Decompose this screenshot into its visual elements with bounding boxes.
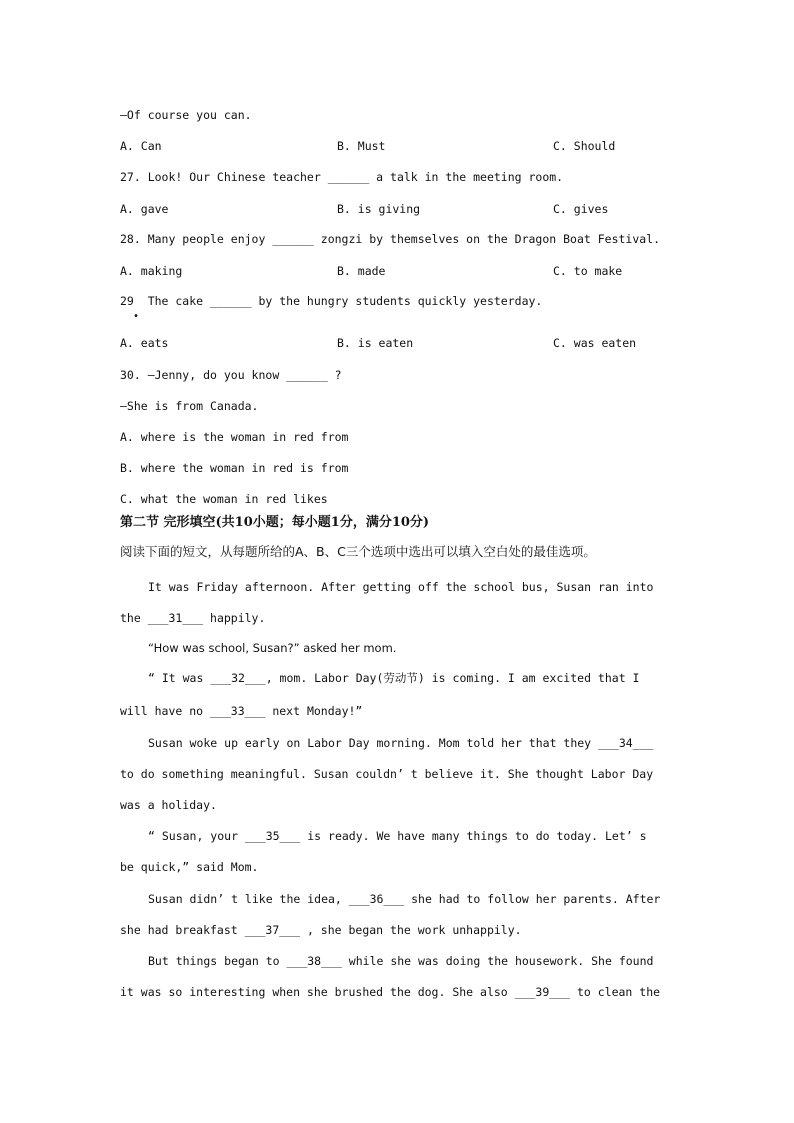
q26-option-a: A. Can	[120, 139, 162, 153]
passage-line: It was Friday afternoon. After getting off the school bus, Susan ran into	[148, 580, 654, 594]
q29-option-a: A. eats	[120, 336, 169, 350]
blank-34: ___34___	[598, 736, 654, 750]
blank-35: ___35___	[244, 829, 301, 843]
passage-line: it was so interesting when she brushed the dog. She also ___39___ to clean the	[120, 985, 661, 999]
q28-option-c: C. to make	[553, 264, 623, 278]
q29-question: 29 The cake ______ by the hungry students quickly yesterday.	[120, 294, 543, 308]
passage-line: the ___31___ happily.	[120, 611, 266, 625]
passage-line: “How was school, Susan?” asked her mom.	[148, 641, 397, 655]
passage-line: will have no ___33___ next Monday!”	[120, 704, 363, 718]
passage-line: she had breakfast ___37___ , she began the work unhappily.	[120, 923, 522, 937]
blank-38: ___38___	[286, 954, 342, 968]
passage-line: to do something meaningful. Susan couldn’ t believe it. She thought Labor Day	[120, 767, 654, 781]
q30-question: 30. —Jenny, do you know ______ ?	[120, 368, 342, 382]
q27-option-a: A. gave	[120, 202, 169, 216]
q28-option-a: A. making	[120, 264, 183, 278]
q26-answer-line: —Of course you can.	[120, 108, 252, 122]
blank-31: ___31___	[147, 611, 204, 625]
q30-option-b: B. where the woman in red is from	[120, 461, 349, 475]
blank-37: ___37___	[244, 923, 301, 937]
q30-answer-line: —She is from Canada.	[120, 399, 259, 413]
blank-36: ___36___	[348, 892, 405, 906]
q27-option-c: C. gives	[553, 202, 609, 216]
q28-option-b: B. made	[337, 264, 386, 278]
q28-question: 28. Many people enjoy ______ zongzi by themselves on the Dragon Boat Festival.	[120, 232, 661, 246]
passage-line: be quick,” said Mom.	[120, 860, 259, 874]
q29-option-c: C. was eaten	[553, 336, 637, 350]
q30-option-c: C. what the woman in red likes	[120, 492, 328, 506]
q26-option-b: B. Must	[337, 139, 386, 153]
blank-32: ___32___	[210, 671, 266, 685]
passage-line: “ Susan, your ___35___ is ready. We have many things to do today. Let’ s	[148, 829, 647, 843]
passage-line: Susan didn’ t like the idea, ___36___ she had to follow her parents. After	[148, 892, 661, 906]
q30-option-a: A. where is the woman in red from	[120, 430, 349, 444]
q27-question: 27. Look! Our Chinese teacher ______ a talk in the meeting room.	[120, 170, 564, 184]
q26-option-c: C. Should	[553, 139, 616, 153]
passage-line: was a holiday.	[120, 798, 217, 812]
blank-39: ___39___	[514, 985, 571, 999]
blank-33: ___33___	[210, 704, 266, 718]
q27-option-b: B. is giving	[337, 202, 421, 216]
q29-option-b: B. is eaten	[337, 336, 414, 350]
passage-line: “ It was ___32___, mom. Labor Day(劳动节) is coming. I am excited that I	[148, 671, 640, 685]
section-instruction: 阅读下面的短文，从每题所给的A、B、C三个选项中选出可以填入空白处的最佳选项。	[120, 544, 596, 559]
stray-dot: •	[133, 311, 140, 322]
passage-line: Susan woke up early on Labor Day morning. Mom told her that they ___34___	[148, 736, 654, 750]
passage-line: But things began to ___38___ while she was doing the housework. She found	[148, 954, 654, 968]
section-title: 第二节 完形填空(共10小题；每小题1分，满分10分)	[120, 515, 430, 530]
